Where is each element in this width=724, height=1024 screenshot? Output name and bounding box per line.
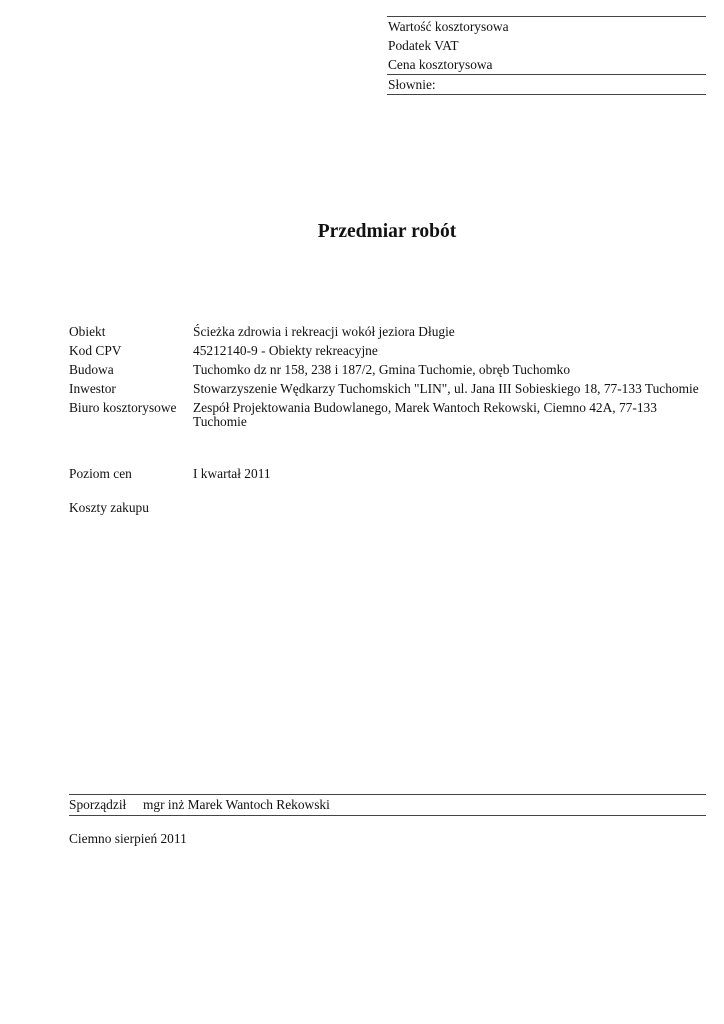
purchase-costs-row bbox=[69, 501, 709, 515]
estimated-price-label: Cena kosztorysowa bbox=[388, 57, 493, 72]
price-level-label: Poziom cen bbox=[69, 466, 132, 481]
place-and-date: Ciemno sierpień 2011 bbox=[69, 831, 187, 846]
info-label: Budowa bbox=[69, 362, 114, 377]
price-level-row bbox=[69, 467, 709, 481]
vat-label: Podatek VAT bbox=[388, 38, 459, 53]
summary-bottom-rule bbox=[387, 94, 706, 95]
purchase-costs-label: Koszty zakupu bbox=[69, 500, 149, 515]
signature-section bbox=[69, 794, 706, 816]
info-value: Ścieżka zdrowia i rekreacji wokół jeziora Długie bbox=[193, 324, 455, 339]
in-words-label: Słownie: bbox=[388, 77, 436, 92]
info-row-estimating-office bbox=[69, 401, 709, 429]
info-row-investor bbox=[69, 382, 709, 396]
project-info-table bbox=[69, 325, 709, 434]
info-row-construction bbox=[69, 363, 709, 377]
info-value: 45212140-9 - Obiekty rekreacyjne bbox=[193, 343, 378, 358]
price-level-value: I kwartał 2011 bbox=[193, 466, 271, 481]
info-value: Tuchomko dz nr 158, 238 i 187/2, Gmina Tuchomie, obręb Tuchomko bbox=[193, 362, 571, 377]
info-value: Stowarzyszenie Wędkarzy Tuchomskich "LIN", ul. Jana III Sobieskiego 18, 77-133 Tuchomie bbox=[193, 381, 699, 396]
info-label: Obiekt bbox=[69, 324, 106, 339]
estimated-value-label: Wartość kosztorysowa bbox=[388, 19, 509, 34]
prepared-by-row bbox=[69, 795, 706, 815]
document-title: Przedmiar robót bbox=[317, 221, 457, 242]
info-row-cpv bbox=[69, 344, 709, 358]
info-label: Inwestor bbox=[69, 381, 116, 396]
info-row-object bbox=[69, 325, 709, 339]
prepared-by-value: mgr inż Marek Wantoch Rekowski bbox=[143, 797, 330, 812]
info-label: Biuro kosztorysowe bbox=[69, 400, 177, 415]
info-label: Kod CPV bbox=[69, 343, 122, 358]
signature-bottom-rule bbox=[69, 815, 706, 816]
price-settings bbox=[69, 467, 709, 535]
info-value: Zespół Projektowania Budowlanego, Marek Wantoch Rekowski, Ciemno 42A, 77-133 Tuchomie bbox=[193, 400, 657, 429]
cost-summary-box bbox=[387, 16, 706, 95]
prepared-by-label: Sporządził bbox=[69, 797, 127, 812]
